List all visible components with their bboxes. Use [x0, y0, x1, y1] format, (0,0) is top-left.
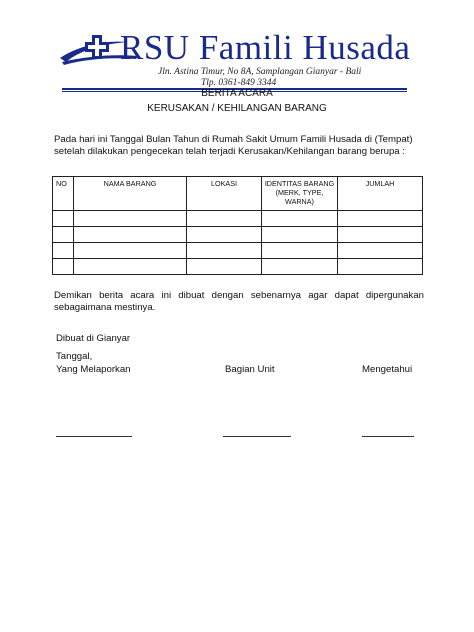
signature-line-approver [362, 436, 414, 437]
document-subtitle: KERUSAKAN / KEHILANGAN BARANG [147, 103, 327, 114]
place-label: Dibuat di Gianyar [56, 333, 131, 344]
cell-item-name [74, 259, 187, 275]
col-header-item-name: NAMA BARANG [74, 177, 187, 211]
col-header-quantity: JUMLAH [338, 177, 423, 211]
cell-location [187, 243, 262, 259]
cell-no [53, 259, 74, 275]
cell-no [53, 211, 74, 227]
cell-item-name [74, 211, 187, 227]
cell-quantity [338, 211, 423, 227]
signature-line-reporter [56, 436, 132, 437]
cell-identity [262, 243, 338, 259]
items-table [52, 176, 423, 275]
col-header-no: NO [53, 177, 74, 211]
cell-quantity [338, 227, 423, 243]
hospital-name: RSU Famili Husada [120, 28, 411, 67]
table-row [53, 211, 423, 227]
cell-item-name [74, 243, 187, 259]
table-row [53, 227, 423, 243]
medical-cross-icon [85, 35, 109, 59]
col-header-location: LOKASI [187, 177, 262, 211]
document-title: BERITA ACARA [201, 88, 273, 99]
cell-identity [262, 259, 338, 275]
cell-quantity [338, 243, 423, 259]
cell-no [53, 243, 74, 259]
date-label: Tanggal, [56, 351, 93, 362]
table-row [53, 259, 423, 275]
col-header-identity: IDENTITAS BARANG (MERK, TYPE, WARNA) [262, 177, 338, 211]
table-header-row [53, 177, 423, 211]
cell-identity [262, 211, 338, 227]
intro-paragraph: Pada hari ini Tanggal Bulan Tahun di Rumah Sakit Umum Famili Husada di (Tempat) setelah dilakukan pengecekan telah terjadi Kerusakan/Kehilangan barang berupa : [54, 134, 413, 157]
cell-quantity [338, 259, 423, 275]
cell-item-name [74, 227, 187, 243]
signature-line-unit [223, 436, 291, 437]
cell-location [187, 227, 262, 243]
table-row [53, 243, 423, 259]
closing-paragraph: Demikan berita acara ini dibuat dengan sebenarnya agar dapat dipergunakan sebagaimana mestinya. [54, 290, 424, 313]
hospital-address: Jln. Astina Timur, No 8A, Samplangan Gianyar - Bali [158, 67, 362, 77]
cell-identity [262, 227, 338, 243]
hospital-phone: Tlp. 0361-849 3344 [201, 78, 277, 88]
signature-label-unit: Bagian Unit [225, 364, 275, 375]
signature-label-reporter: Yang Melaporkan [56, 364, 131, 375]
cell-location [187, 211, 262, 227]
signature-label-approver: Mengetahui [362, 364, 413, 375]
cell-location [187, 259, 262, 275]
cell-no [53, 227, 74, 243]
